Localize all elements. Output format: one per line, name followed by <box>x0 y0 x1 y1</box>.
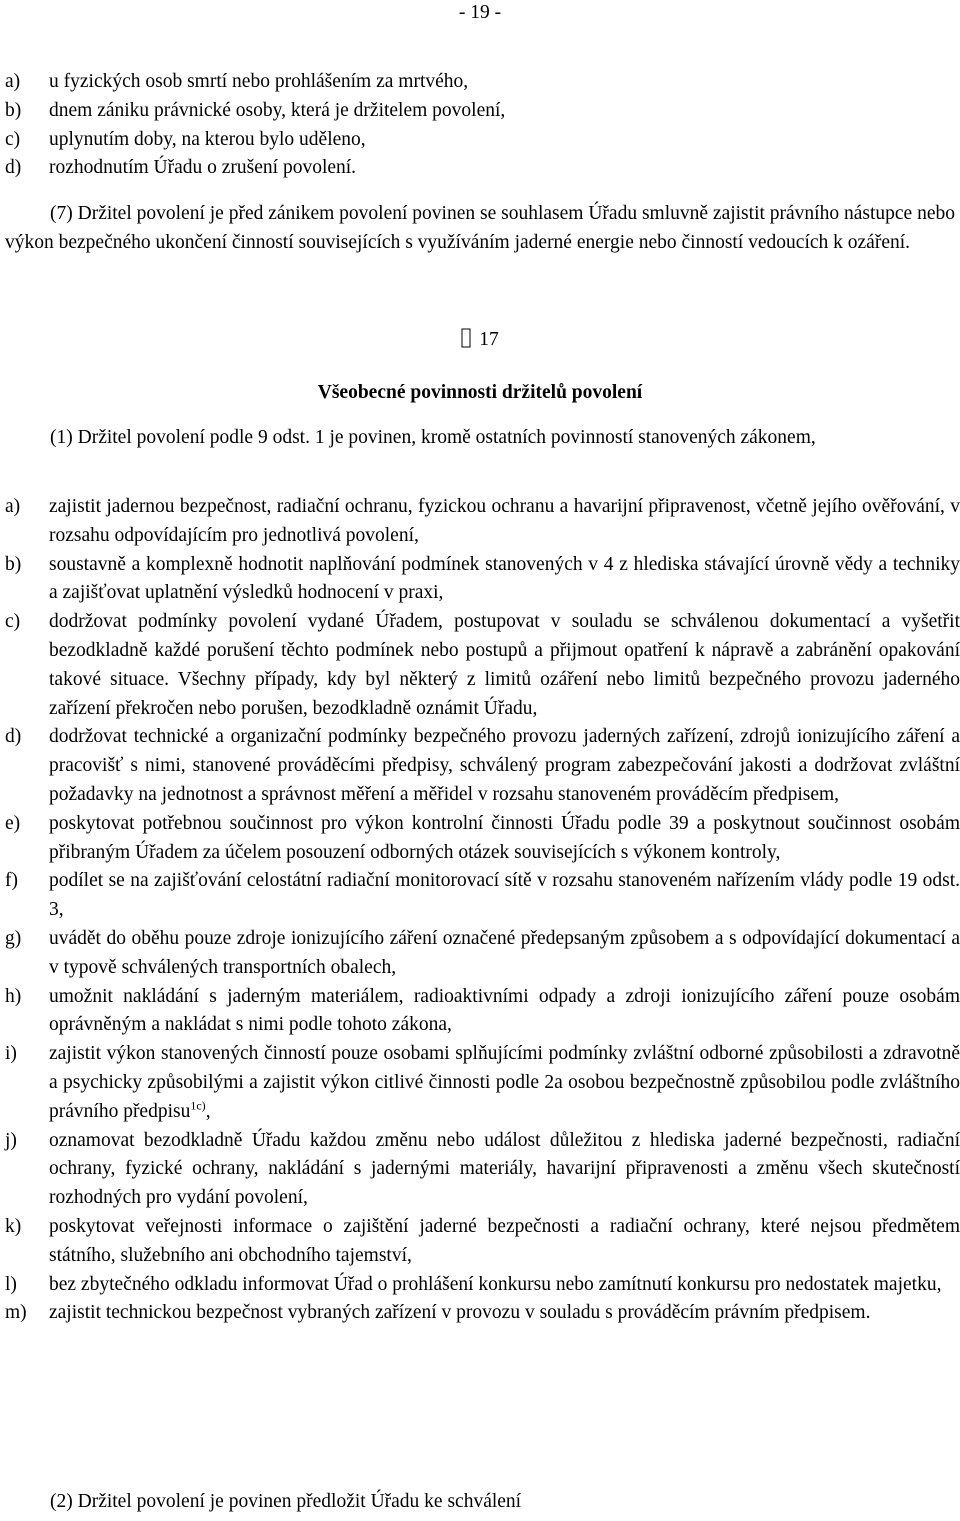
list-item <box>0 1299 960 1328</box>
list-marker: e) <box>5 812 21 834</box>
list-item <box>0 97 960 126</box>
list-item-text: oznamovat bezodkladně Úřadu každou změnu nebo událost důležitou z hlediska jaderné bezpečnosti, radiační ochrany, fyzické ochrany, nakládání s jadernými materiály, havarijní připravenosti a změnu všech skutečností rozhodných pro vydání povolení, <box>49 1129 960 1209</box>
list-marker: i) <box>5 1043 17 1065</box>
list-marker: m) <box>5 1302 27 1324</box>
list-item-text: dodržovat podmínky povolení vydané Úřadem, postupovat v souladu se schválenou dokumentací a vyšetřit bezodkladně každé porušení těchto podmínek nebo postupů a přijmout opatření k nápravě a zabránění opakování takové situace. Všechny případy, kdy byl některý z limitů ozáření nebo limitů bezpečného provozu jaderného zařízení překročen nebo porušen, bezodkladně oznámit Úřadu, <box>49 611 960 719</box>
list-item <box>0 1040 960 1126</box>
list-marker: b) <box>5 99 22 121</box>
list-item-text: dnem zániku právnické osoby, která je držitelem povolení, <box>49 99 506 121</box>
list-item <box>0 983 960 1041</box>
list-item-text: rozhodnutím Úřadu o zrušení povolení. <box>49 157 357 179</box>
paragraph-2: (2) Držitel povolení je povinen předložit Úřadu ke schválení <box>50 1491 522 1512</box>
list-item-text: u fyzických osob smrtí nebo prohlášením za mrtvého, <box>49 71 469 92</box>
list-marker: c) <box>5 128 21 150</box>
paragraph-1: (1) Držitel povolení podle 9 odst. 1 je povinen, kromě ostatních povinností stanovených zákonem, <box>50 427 816 448</box>
list-item-text: soustavně a komplexně hodnotit naplňování podmínek stanovených v 4 z hlediska stávající úrovně vědy a techniky a zajišťovat uplatnění výsledků hodnocení v praxi, <box>49 553 960 604</box>
list-item-text: podílet se na zajišťování celostátní radiační monitorovací sítě v rozsahu stanoveném nařízením vlády podle 19 odst. 3, <box>49 870 960 921</box>
list-item-tail: , <box>205 1100 211 1122</box>
list-item <box>0 493 960 551</box>
list-marker: a) <box>5 71 21 92</box>
list-item <box>0 1127 960 1213</box>
list-item-text: bez zbytečného odkladu informovat Úřad o prohlášení konkursu nebo zamítnutí konkursu pro nedostatek majetku, <box>49 1273 942 1295</box>
obligations-list <box>0 493 960 1328</box>
list-item <box>0 154 960 183</box>
list-item-text: poskytovat veřejnosti informace o zajištění jaderné bezpečnosti a radiační ochrany, které nejsou předmětem státního, služebního ani obchodního tajemství, <box>49 1215 960 1266</box>
list-marker: k) <box>5 1215 22 1237</box>
list-marker: h) <box>5 985 22 1007</box>
list-item <box>0 551 960 609</box>
list-marker: l) <box>5 1273 17 1295</box>
footnote-reference: 1c) <box>190 1098 206 1113</box>
list-item <box>0 867 960 925</box>
list-marker: b) <box>5 553 22 575</box>
list-item-text: zajistit technickou bezpečnost vybraných zařízení v provozu v souladu s prováděcím právním předpisem. <box>49 1302 871 1324</box>
section-sign-icon <box>461 327 471 349</box>
list-item-text: uplynutím doby, na kterou bylo uděleno, <box>49 128 366 150</box>
list-marker: g) <box>5 927 22 949</box>
list-item <box>0 1271 960 1300</box>
top-list <box>0 68 960 183</box>
paragraph-7: (7) Držitel povolení je před zánikem povolení povinen se souhlasem Úřadu smluvně zajistit právního nástupce nebo výkon bezpečného ukončení činností souvisejících s využíváním jaderné energie nebo činností vedoucích k ozáření. <box>5 203 955 253</box>
list-item-text: dodržovat technické a organizační podmínky bezpečného provozu jaderných zařízení, zdrojů ionizujícího záření a pracovišť s nimi, stanovené prováděcími předpisy, schválený program zabezpečování jakosti a dodržovat zvláštní požadavky na jednotnost a správnost měření a měřidel v rozsahu stanoveném prováděcím předpisem, <box>49 726 960 805</box>
list-marker: d) <box>5 157 22 179</box>
list-item <box>0 68 960 97</box>
list-item-text: uvádět do oběhu pouze zdroje ionizujícího záření označené předepsaným způsobem a s odpovídající dokumentací a v typově schválených transportních obalech, <box>49 927 960 978</box>
list-item <box>0 1213 960 1271</box>
list-item <box>0 126 960 155</box>
list-marker: c) <box>5 611 21 633</box>
list-item-text: umožnit nakládání s jaderným materiálem, radioaktivními odpady a zdroji ionizujícího záření pouze osobám oprávněným a nakládat s nimi podle tohoto zákona, <box>49 985 960 1036</box>
list-marker: d) <box>5 726 22 748</box>
section-number-text: 17 <box>479 329 499 350</box>
section-number <box>0 327 960 351</box>
list-item-text: zajistit výkon stanovených činností pouze osobami splňujícími podmínky zvláštní odborné způsobilosti a zdravotně a psychicky způsobilými a zajistit výkon citlivé činnosti podle 2a osobou bezpečnostně způsobilou podle zvláštního právního předpisu <box>49 1043 960 1122</box>
list-item <box>0 810 960 868</box>
list-marker: j) <box>5 1129 17 1151</box>
list-marker: f) <box>5 870 18 892</box>
list-marker: a) <box>5 496 21 517</box>
section-title: Všeobecné povinnosti držitelů povolení <box>317 382 643 403</box>
list-item <box>0 608 960 723</box>
page-number: - 19 - <box>458 2 502 23</box>
list-item-text: poskytovat potřebnou součinnost pro výkon kontrolní činnosti Úřadu podle 39 a poskytnout součinnost osobám přibraným Úřadem za účelem posouzení odborných otázek souvisejících s výkonem kontroly, <box>49 812 960 863</box>
list-item <box>0 925 960 983</box>
list-item-text: zajistit jadernou bezpečnost, radiační ochranu, fyzickou ochranu a havarijní připravenost, včetně jejího ověřování, v rozsahu odpovídajícím pro jednotlivá povolení, <box>49 496 960 546</box>
list-item <box>0 723 960 809</box>
